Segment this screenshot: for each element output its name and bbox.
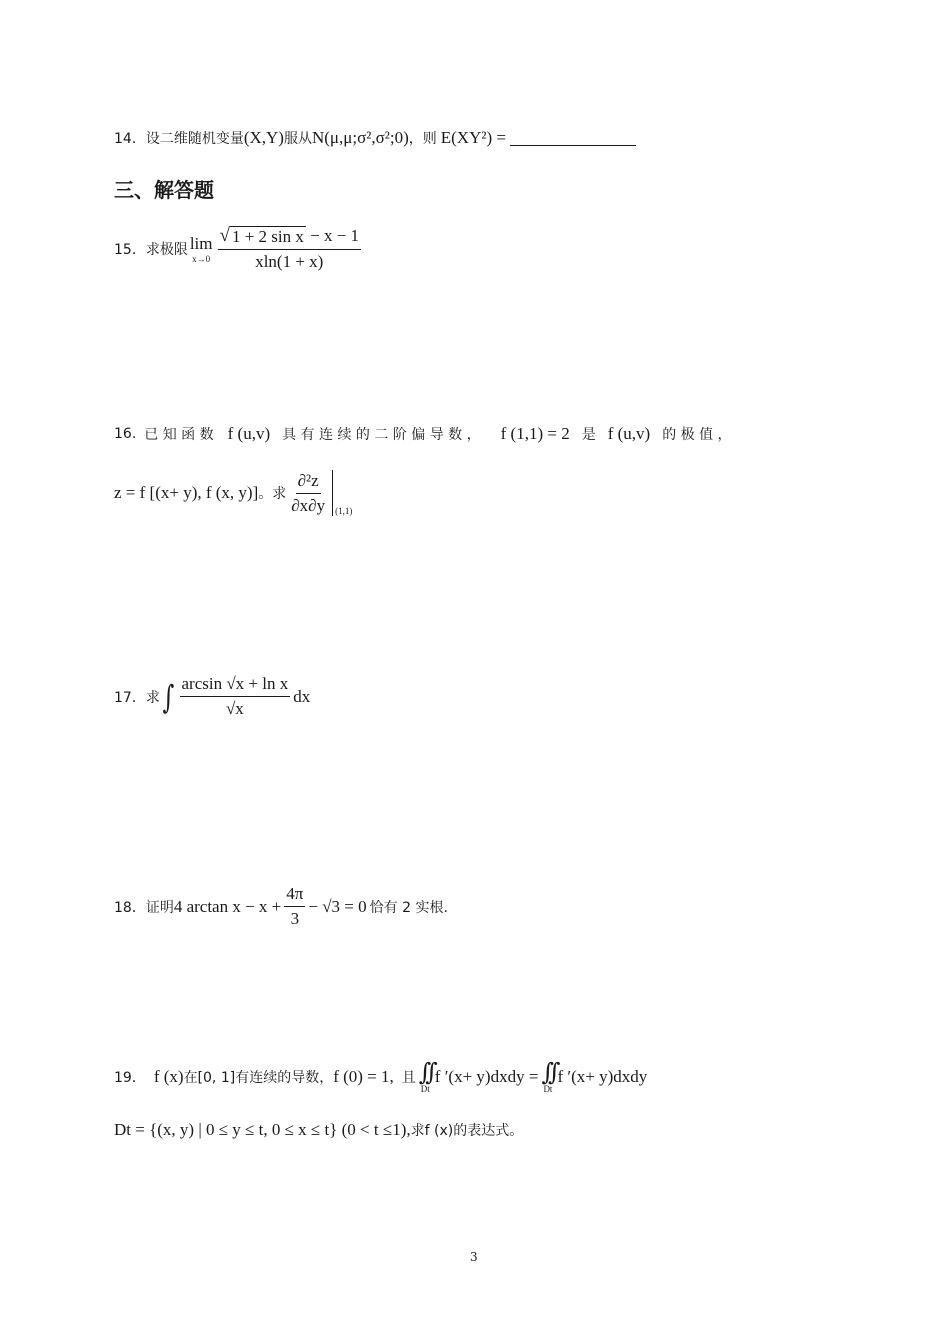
q14-dist: N(μ,μ;σ²,σ²;0) — [311, 128, 409, 147]
question-15 — [114, 226, 364, 272]
question-19-line-2 — [114, 1120, 523, 1140]
q16-eval-bar — [332, 470, 352, 516]
q17-number: 17． — [114, 689, 146, 706]
q19-f0: f (0) = 1, — [333, 1067, 394, 1086]
q15-lim-sub: x→0 — [192, 254, 211, 264]
question-17 — [114, 674, 310, 719]
q16-eval-point: (1,1) — [335, 506, 353, 516]
q19-dsub-1: Dt — [420, 1084, 430, 1094]
q19-text-a: 在[0, 1]有连续的导数， — [183, 1070, 334, 1086]
q14-text-c: ，则 — [408, 131, 437, 147]
q16-f11: f (1,1) = 2 — [500, 424, 570, 443]
q16-text-e: 。求 — [258, 486, 287, 502]
question-19-line-1 — [114, 1060, 647, 1094]
q18-text-a: 证明 — [145, 899, 174, 916]
q14-pair: (X,Y) — [243, 128, 284, 147]
q19-dsub-2: Dt — [543, 1084, 553, 1094]
sqrt-radical-icon: √ — [219, 225, 230, 246]
section-heading: 三、解答题 — [114, 178, 214, 202]
q14-text-b: 服从 — [283, 131, 312, 147]
q16-text-d: 的 极 值 ， — [662, 427, 732, 443]
question-18 — [114, 884, 448, 929]
q15-numerator — [218, 226, 362, 250]
double-integral-icon: ∫∫ — [541, 1058, 555, 1086]
q14-text-a: 设二维随机变量 — [145, 131, 244, 147]
q19-double-integral-1 — [419, 1060, 432, 1094]
q15-sqrt — [220, 226, 306, 247]
q15-text: 求极限 — [145, 242, 188, 258]
q18-expr-a: 4 arctan x − x + — [173, 896, 282, 916]
q15-denominator: xln(1 + x) — [255, 252, 324, 271]
q19-double-integral-2 — [541, 1060, 554, 1094]
q16-text-a: 已 知 函 数 — [144, 427, 214, 443]
q17-numerator: arcsin √x + ln x — [180, 674, 291, 697]
q19-number: 19． — [114, 1070, 146, 1086]
q18-frac-den: 3 — [290, 909, 300, 928]
q19-fx: f (x) — [153, 1067, 184, 1086]
q19-integrand-2: f ′(x+ y)dxdy — [557, 1067, 648, 1086]
q15-fraction — [218, 226, 362, 272]
integral-sign-icon: ∫ — [162, 677, 174, 716]
q18-text-b: 恰有 2 实根. — [369, 899, 448, 916]
question-16-line-1 — [114, 424, 732, 444]
q16-text-b: 具 有 连 续 的 二 阶 偏 导 数 ， — [282, 427, 481, 443]
question-14 — [114, 128, 636, 148]
q18-number: 18． — [114, 899, 146, 916]
q15-radicand: 1 + 2 sin x — [231, 227, 304, 246]
q16-text-c: 是 — [581, 427, 596, 443]
q15-num-rest: − x − 1 — [310, 226, 360, 245]
page-number: 3 — [470, 1250, 478, 1264]
q16-d-num: ∂²z — [296, 471, 321, 494]
q14-expr: E(XY²) = — [440, 128, 506, 147]
q18-fraction — [284, 884, 305, 929]
q15-number: 15． — [114, 242, 146, 258]
q18-frac-num: 4π — [284, 884, 305, 907]
q17-dx: dx — [293, 686, 311, 706]
question-16-line-2 — [114, 470, 352, 516]
q14-answer-blank — [510, 131, 636, 146]
q19-domain: Dt = {(x, y) | 0 ≤ y ≤ t, 0 ≤ x ≤ t} (0 < t ≤1), — [114, 1120, 411, 1139]
q19-line2-text: 求f (x)的表达式。 — [410, 1123, 524, 1139]
q16-f-uv-2: f (u,v) — [607, 424, 651, 443]
q17-fraction — [180, 674, 291, 719]
q19-text-b: 且 — [401, 1070, 416, 1086]
q16-z-expr: z = f [(x+ y), f (x, y)] — [114, 483, 259, 502]
double-integral-icon: ∫∫ — [418, 1058, 432, 1086]
q17-denominator: √x — [225, 699, 244, 718]
q18-expr-b: − √3 = 0 — [308, 896, 367, 916]
q14-number: 14． — [114, 131, 146, 147]
q15-limit — [190, 234, 213, 264]
q15-lim-word: lim — [189, 234, 213, 253]
q19-integrand-1: f ′(x+ y)dxdy = — [434, 1067, 539, 1086]
q17-text: 求 — [145, 689, 160, 706]
q16-number: 16. — [114, 426, 137, 442]
q16-derivative — [289, 471, 327, 516]
q16-d-den: ∂x∂y — [291, 495, 326, 515]
q16-f-uv: f (u,v) — [227, 424, 271, 443]
